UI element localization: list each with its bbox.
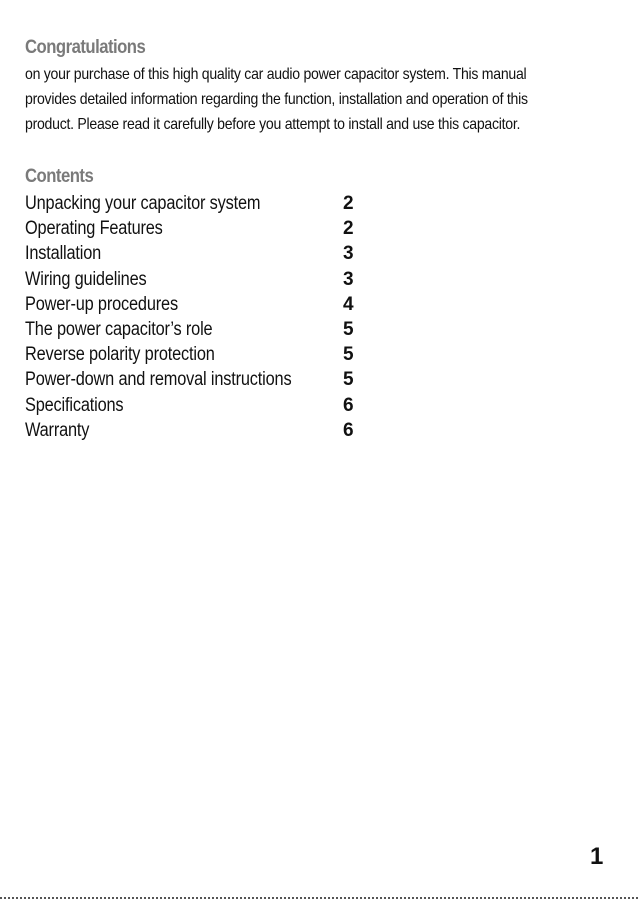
toc-entry-page: 6 bbox=[343, 419, 354, 441]
toc-entry-title: Warranty bbox=[25, 419, 90, 441]
intro-line: product. Please read it carefully before you attempt to install and use this capacitor. bbox=[25, 116, 521, 133]
contents-heading: Contents bbox=[25, 166, 94, 187]
toc-entry-title: Operating Features bbox=[25, 218, 163, 240]
toc-entry-title: Unpacking your capacitor system bbox=[25, 193, 261, 214]
toc-entry bbox=[25, 241, 355, 266]
toc-entry bbox=[25, 317, 355, 342]
toc-entry bbox=[25, 342, 355, 367]
toc-entry-title: The power capacitor’s role bbox=[25, 318, 213, 340]
toc-entry-page: 4 bbox=[343, 293, 354, 315]
toc-entry bbox=[25, 292, 355, 317]
toc-entry bbox=[25, 393, 355, 418]
toc-entry-title: Installation bbox=[25, 243, 102, 265]
toc-entry-page: 3 bbox=[343, 243, 354, 265]
intro-paragraph bbox=[25, 62, 623, 137]
toc-entry-page: 5 bbox=[343, 369, 354, 391]
toc-entry-page: 6 bbox=[343, 394, 354, 416]
toc-entry bbox=[25, 191, 355, 216]
congratulations-heading: Congratulations bbox=[25, 37, 146, 58]
table-of-contents bbox=[25, 191, 355, 443]
toc-entry-page: 2 bbox=[343, 193, 354, 214]
toc-entry bbox=[25, 216, 355, 241]
toc-entry-page: 3 bbox=[343, 268, 354, 290]
page-number: 1 bbox=[590, 843, 604, 870]
toc-entry bbox=[25, 367, 355, 392]
toc-entry-page: 5 bbox=[343, 318, 354, 340]
toc-entry-page: 5 bbox=[343, 344, 354, 366]
toc-entry bbox=[25, 267, 355, 292]
toc-entry bbox=[25, 418, 355, 443]
intro-line: on your purchase of this high quality car audio power capacitor system. This manual bbox=[25, 66, 527, 83]
intro-line: provides detailed information regarding the function, installation and operation of this bbox=[25, 91, 528, 108]
toc-entry-title: Power-down and removal instructions bbox=[25, 369, 292, 391]
page-bottom-divider bbox=[0, 897, 638, 899]
toc-entry-title: Reverse polarity protection bbox=[25, 344, 215, 366]
toc-entry-title: Wiring guidelines bbox=[25, 268, 147, 290]
toc-entry-title: Specifications bbox=[25, 394, 124, 416]
toc-entry-title: Power-up procedures bbox=[25, 293, 178, 315]
toc-entry-page: 2 bbox=[343, 218, 354, 240]
